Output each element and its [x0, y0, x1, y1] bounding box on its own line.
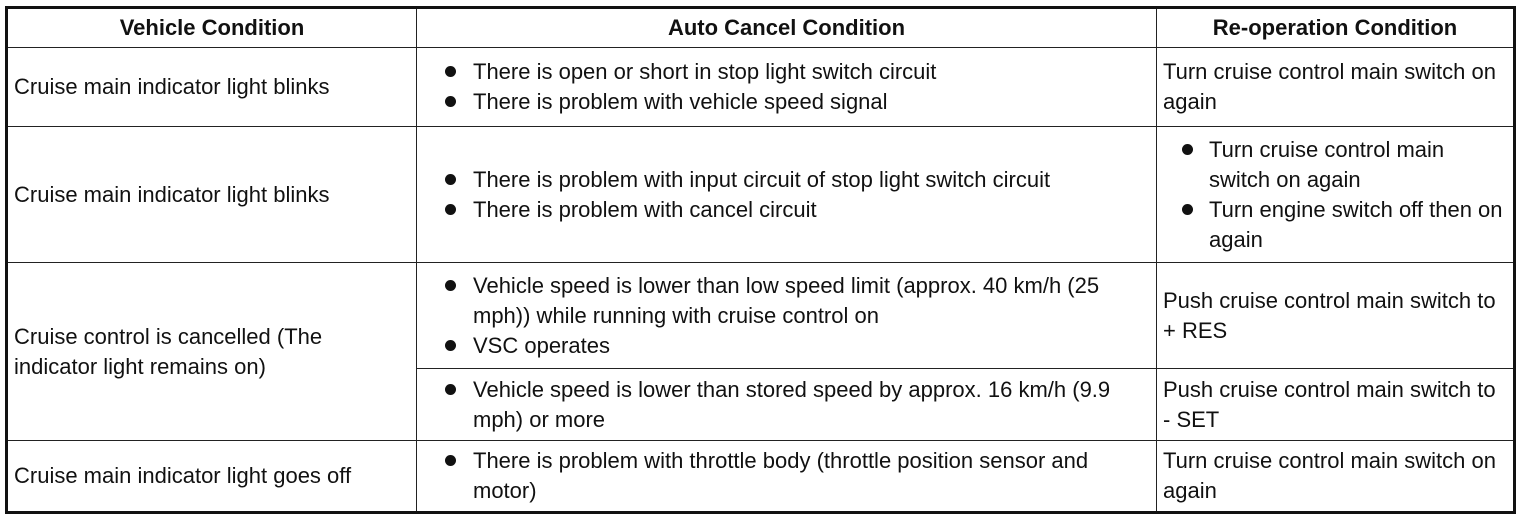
list-item: There is problem with vehicle speed signal	[423, 87, 1150, 117]
table-row	[7, 48, 1515, 127]
list-item: There is problem with input circuit of stop light switch circuit	[423, 165, 1150, 195]
reoperation-cell: Push cruise control main switch to + RES	[1157, 263, 1515, 369]
vehicle-condition-cell: Cruise main indicator light goes off	[7, 441, 417, 513]
list-item: There is problem with throttle body (throttle position sensor and motor)	[423, 446, 1150, 506]
list-item: Turn engine switch off then on again	[1163, 195, 1507, 255]
header-vehicle-condition: Vehicle Condition	[7, 8, 417, 48]
auto-cancel-cell	[417, 127, 1157, 263]
table-row	[7, 127, 1515, 263]
table-row	[7, 263, 1515, 369]
vehicle-condition-cell: Cruise control is cancelled (The indicator light remains on)	[7, 263, 417, 441]
auto-cancel-list	[423, 165, 1150, 225]
reoperation-cell	[1157, 127, 1515, 263]
reoperation-cell: Turn cruise control main switch on again	[1157, 48, 1515, 127]
auto-cancel-list	[423, 57, 1150, 117]
list-item: Turn cruise control main switch on again	[1163, 135, 1507, 195]
list-item: There is problem with cancel circuit	[423, 195, 1150, 225]
auto-cancel-cell	[417, 369, 1157, 441]
reoperation-list	[1163, 135, 1507, 255]
cruise-cancel-table	[5, 6, 1516, 514]
vehicle-condition-cell: Cruise main indicator light blinks	[7, 48, 417, 127]
list-item: VSC operates	[423, 331, 1150, 361]
auto-cancel-cell	[417, 48, 1157, 127]
reoperation-cell: Push cruise control main switch to - SET	[1157, 369, 1515, 441]
auto-cancel-list	[423, 271, 1150, 361]
auto-cancel-cell	[417, 441, 1157, 513]
auto-cancel-cell	[417, 263, 1157, 369]
auto-cancel-list	[423, 375, 1150, 435]
header-auto-cancel-condition: Auto Cancel Condition	[417, 8, 1157, 48]
list-item: There is open or short in stop light switch circuit	[423, 57, 1150, 87]
header-reoperation-condition: Re-operation Condition	[1157, 8, 1515, 48]
auto-cancel-list	[423, 446, 1150, 506]
list-item: Vehicle speed is lower than stored speed by approx. 16 km/h (9.9 mph) or more	[423, 375, 1150, 435]
vehicle-condition-cell: Cruise main indicator light blinks	[7, 127, 417, 263]
header-row	[7, 8, 1515, 48]
reoperation-cell: Turn cruise control main switch on again	[1157, 441, 1515, 513]
table-row	[7, 441, 1515, 513]
list-item: Vehicle speed is lower than low speed limit (approx. 40 km/h (25 mph)) while running with cruise control on	[423, 271, 1150, 331]
